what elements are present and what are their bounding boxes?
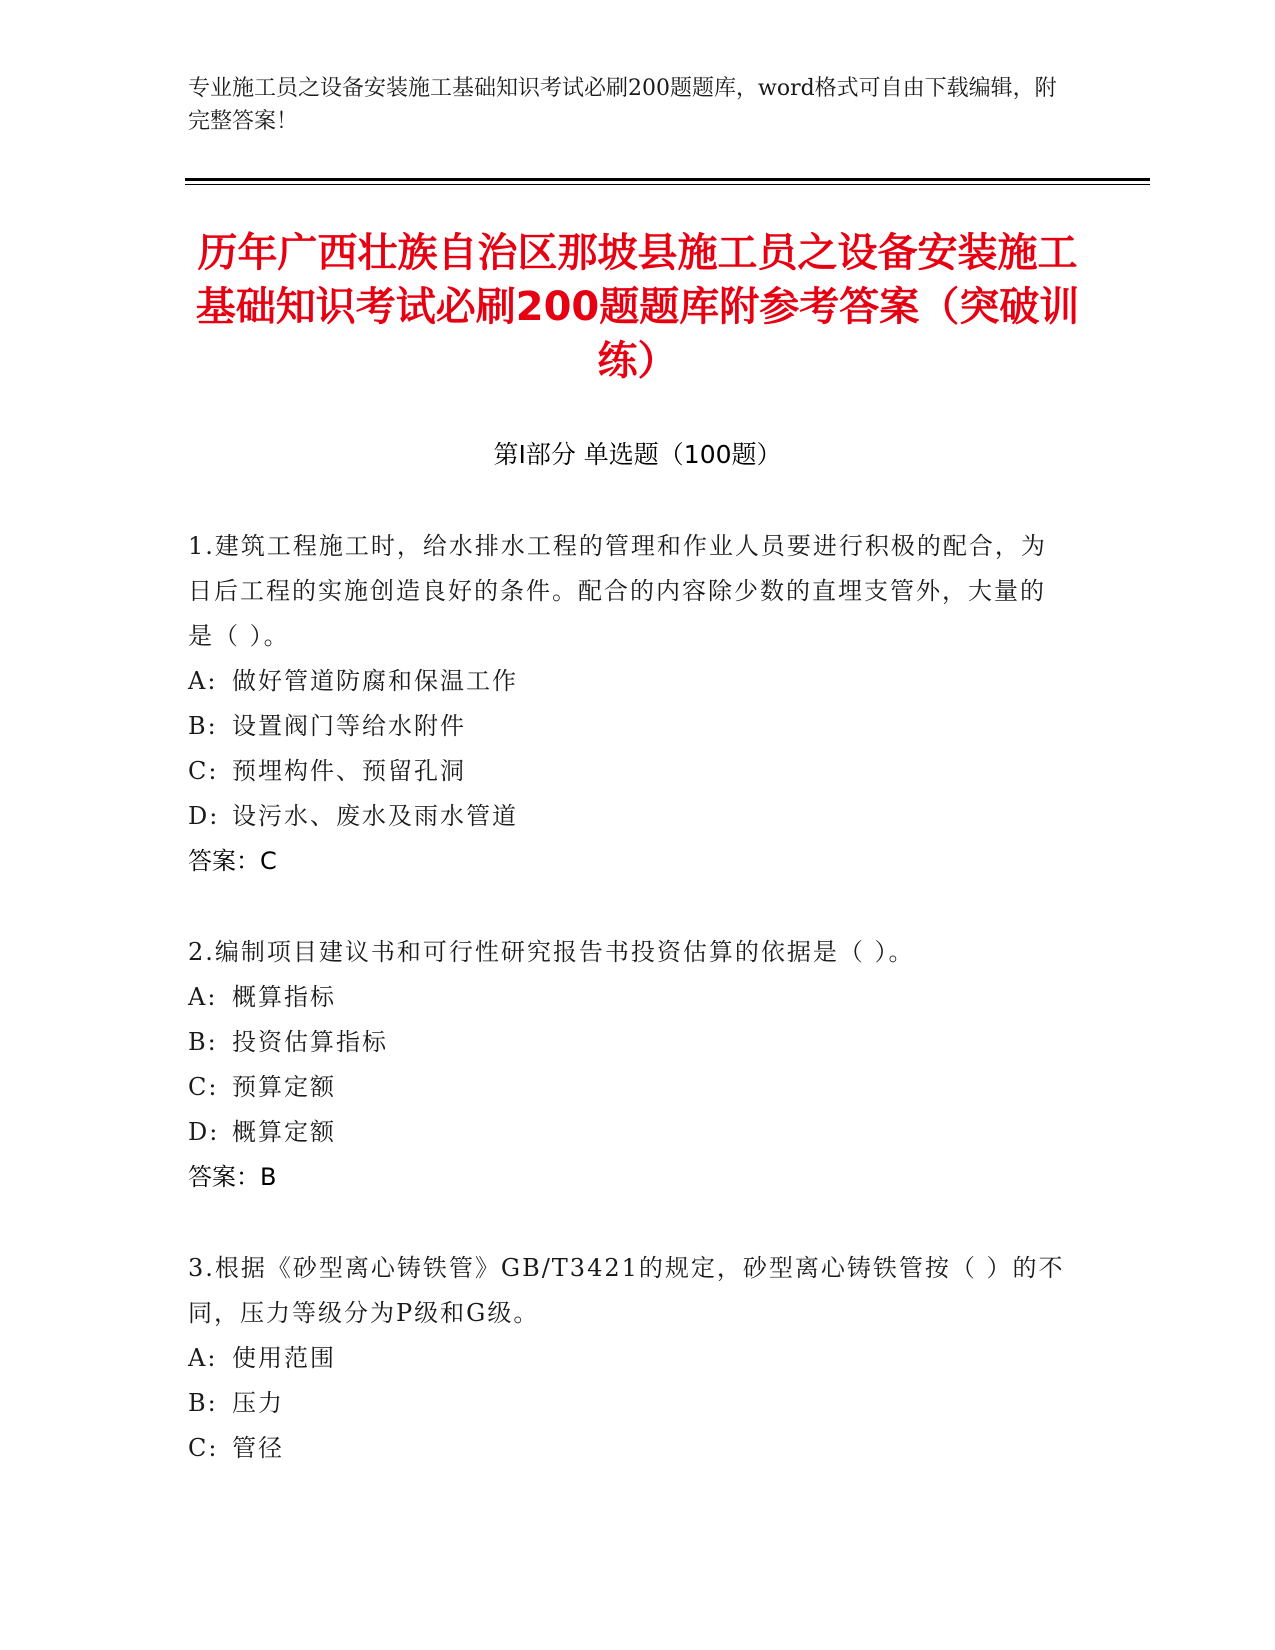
option-c	[188, 1065, 1068, 1110]
option-b	[188, 1020, 1068, 1065]
option-key: D:	[188, 1118, 220, 1146]
question-stem: 1.建筑工程施工时，给水排水工程的管理和作业人员要进行积极的配合，为日后工程的实施创造良好的条件。配合的内容除少数的直埋支管外，大量的是（ ）。	[188, 532, 1047, 650]
header-note: 专业施工员之设备安装施工基础知识考试必刷200题题库，word格式可自由下载编辑，附完整答案！	[188, 76, 1057, 134]
option-text: 使用范围	[232, 1344, 336, 1372]
answer: 答案：B	[188, 1163, 277, 1191]
option-text: 设污水、废水及雨水管道	[232, 802, 518, 830]
option-text: 投资估算指标	[232, 1028, 388, 1056]
option-text: 设置阀门等给水附件	[232, 712, 466, 740]
option-c	[188, 749, 1068, 794]
option-key: B:	[188, 1028, 218, 1056]
question-2	[188, 930, 1068, 1200]
option-key: D:	[188, 802, 220, 830]
option-text: 预算定额	[232, 1073, 336, 1101]
option-c	[188, 1426, 1068, 1471]
option-a	[188, 659, 1068, 704]
question-list	[188, 524, 1068, 1517]
option-a	[188, 975, 1068, 1020]
option-key: A:	[188, 983, 218, 1011]
question-3	[188, 1246, 1068, 1471]
option-text: 管径	[232, 1434, 284, 1462]
option-key: C:	[188, 757, 219, 785]
option-text: 压力	[232, 1389, 284, 1417]
option-key: C:	[188, 1073, 219, 1101]
option-b	[188, 1381, 1068, 1426]
header-rule-thin	[185, 184, 1150, 185]
option-text: 概算定额	[232, 1118, 336, 1146]
answer: 答案：C	[188, 847, 277, 875]
option-text: 预埋构件、预留孔洞	[232, 757, 466, 785]
option-key: C:	[188, 1434, 219, 1462]
option-d	[188, 1110, 1068, 1155]
option-key: B:	[188, 712, 218, 740]
question-1	[188, 524, 1068, 884]
option-key: B:	[188, 1389, 218, 1417]
option-d	[188, 794, 1068, 839]
option-key: A:	[188, 667, 218, 695]
option-text: 概算指标	[232, 983, 336, 1011]
option-key: A:	[188, 1344, 218, 1372]
document-title: 历年广西壮族自治区那坡县施工员之设备安装施工基础知识考试必刷200题题库附参考答案（突破训练）	[195, 230, 1080, 384]
option-b	[188, 704, 1068, 749]
section-title: 第I部分 单选题（100题）	[493, 440, 782, 469]
option-text: 做好管道防腐和保温工作	[232, 667, 518, 695]
option-a	[188, 1336, 1068, 1381]
question-stem: 2.编制项目建议书和可行性研究报告书投资估算的依据是（ ）。	[188, 938, 915, 966]
question-stem: 3.根据《砂型离心铸铁管》GB/T3421的规定，砂型离心铸铁管按（ ）的不同，压力等级分为P级和G级。	[188, 1254, 1065, 1327]
header-rule-thick	[185, 178, 1150, 181]
